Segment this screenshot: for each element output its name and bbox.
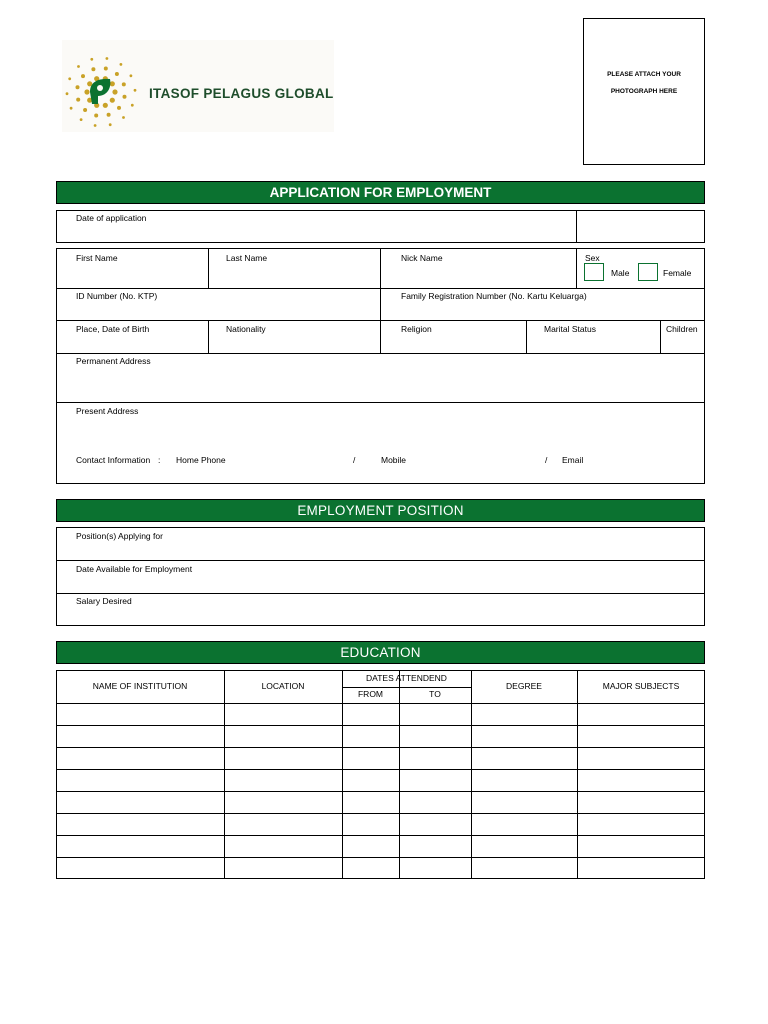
logo-dot	[122, 82, 126, 86]
place-date-of-birth-label: Place, Date of Birth	[76, 324, 150, 334]
education-cell[interactable]	[578, 704, 704, 724]
logo-dot	[131, 104, 134, 107]
col-location-header: LOCATION	[261, 681, 305, 691]
contact-separator: /	[545, 455, 548, 465]
salary-desired-label: Salary Desired	[76, 596, 132, 606]
education-cell[interactable]	[57, 814, 223, 834]
col-institution-header: NAME OF INSTITUTION	[92, 681, 188, 691]
education-cell[interactable]	[578, 836, 704, 856]
contact-colon: :	[158, 455, 161, 465]
photo-placeholder[interactable]	[583, 18, 705, 165]
education-cell[interactable]	[57, 858, 223, 878]
education-cell[interactable]	[400, 836, 470, 856]
photo-instruction-line2: PHOTOGRAPH HERE	[610, 88, 678, 95]
education-table	[56, 670, 705, 879]
female-label: Female	[663, 268, 692, 278]
education-cell[interactable]	[57, 792, 223, 812]
education-cell[interactable]	[578, 858, 704, 878]
marital-status-label: Marital Status	[544, 324, 596, 334]
religion-label: Religion	[401, 324, 432, 334]
photo-instruction-line1: PLEASE ATTACH YOUR	[607, 71, 681, 78]
education-cell[interactable]	[57, 704, 223, 724]
education-cell[interactable]	[225, 748, 341, 768]
logo-dot	[90, 58, 93, 61]
application-title-bar: APPLICATION FOR EMPLOYMENT	[56, 181, 705, 204]
education-cell[interactable]	[225, 704, 341, 724]
male-label: Male	[611, 268, 630, 278]
education-cell[interactable]	[57, 770, 223, 790]
logo-dot	[80, 118, 83, 121]
logo-dot	[66, 92, 69, 95]
logo-dot	[117, 106, 121, 110]
education-cell[interactable]	[225, 836, 341, 856]
date-of-application-field[interactable]	[578, 212, 703, 241]
logo-dot	[76, 98, 80, 102]
logo-dot	[109, 123, 112, 126]
date-available-label: Date Available for Employment	[76, 564, 193, 574]
logo-dot	[107, 113, 111, 117]
education-cell[interactable]	[343, 770, 398, 790]
logo-dot	[115, 72, 119, 76]
logo-dot	[70, 107, 73, 110]
education-cell[interactable]	[225, 814, 341, 834]
education-cell[interactable]	[343, 858, 398, 878]
education-cell[interactable]	[343, 792, 398, 812]
last-name-label: Last Name	[226, 253, 268, 263]
nationality-label: Nationality	[226, 324, 266, 334]
education-cell[interactable]	[578, 726, 704, 746]
col-subjects-header: MAJOR SUBJECTS	[602, 681, 680, 691]
logo-dot	[77, 65, 80, 68]
contact-separator: /	[353, 455, 356, 465]
education-cell[interactable]	[400, 792, 470, 812]
logo-dot	[68, 77, 71, 80]
education-cell[interactable]	[400, 858, 470, 878]
female-checkbox[interactable]	[638, 263, 658, 281]
logo-leaf-center	[97, 85, 103, 91]
sunburst-logo-icon	[62, 40, 142, 132]
education-cell[interactable]	[472, 704, 576, 724]
logo-dot	[76, 85, 80, 89]
education-cell[interactable]	[343, 814, 398, 834]
education-cell[interactable]	[343, 704, 398, 724]
male-checkbox[interactable]	[584, 263, 604, 281]
education-cell[interactable]	[578, 770, 704, 790]
logo-dot	[81, 74, 85, 78]
education-title-bar: EDUCATION	[56, 641, 705, 664]
education-cell[interactable]	[400, 704, 470, 724]
logo-dot	[134, 89, 137, 92]
present-address-label: Present Address	[76, 406, 139, 416]
education-cell[interactable]	[400, 748, 470, 768]
logo-dot	[103, 103, 108, 108]
date-of-application-label: Date of application	[76, 213, 147, 223]
home-phone-label: Home Phone	[176, 455, 226, 465]
education-cell[interactable]	[225, 858, 341, 878]
logo-dot	[91, 67, 95, 71]
logo-dot	[130, 74, 133, 77]
education-grid-lines	[56, 670, 705, 879]
education-cell[interactable]	[472, 836, 576, 856]
logo-dot	[104, 67, 108, 71]
employment-position-block	[56, 527, 705, 626]
logo-dot	[106, 57, 109, 60]
sex-label: Sex	[585, 253, 600, 263]
col-dates-header: DATES ATTENDEND	[366, 673, 447, 683]
education-cell[interactable]	[225, 770, 341, 790]
col-degree-header: DEGREE	[506, 681, 542, 691]
education-cell[interactable]	[225, 726, 341, 746]
logo-dot	[84, 89, 89, 94]
education-cell[interactable]	[343, 726, 398, 746]
education-cell[interactable]	[578, 814, 704, 834]
id-number-label: ID Number (No. KTP)	[76, 291, 158, 301]
education-cell[interactable]	[57, 748, 223, 768]
education-cell[interactable]	[472, 770, 576, 790]
children-label: Children	[666, 324, 698, 334]
employment-position-title-bar: EMPLOYMENT POSITION	[56, 499, 705, 522]
logo-dot	[110, 98, 115, 103]
email-label: Email	[562, 455, 584, 465]
logo-dot	[112, 89, 117, 94]
education-cell[interactable]	[400, 726, 470, 746]
logo-dot	[120, 63, 123, 66]
education-cell[interactable]	[472, 792, 576, 812]
logo-dot	[94, 124, 97, 127]
education-cell[interactable]	[472, 858, 576, 878]
education-cell[interactable]	[343, 836, 398, 856]
logo-leaf	[90, 79, 110, 104]
education-cell[interactable]	[578, 748, 704, 768]
mobile-label: Mobile	[381, 455, 407, 465]
education-cell[interactable]	[57, 726, 223, 746]
logo-dot	[110, 81, 115, 86]
education-cell[interactable]	[400, 770, 470, 790]
company-name: ITASOF PELAGUS GLOBAL	[149, 86, 334, 101]
position-applying-label: Position(s) Applying for	[76, 531, 163, 541]
education-cell[interactable]	[343, 748, 398, 768]
education-cell[interactable]	[578, 792, 704, 812]
permanent-address-label: Permanent Address	[76, 356, 151, 366]
education-cell[interactable]	[400, 814, 470, 834]
logo-dot	[122, 116, 125, 119]
education-cell[interactable]	[472, 814, 576, 834]
nick-name-label: Nick Name	[401, 253, 443, 263]
logo-dot	[83, 108, 87, 112]
logo-dot	[94, 114, 98, 118]
logo-dot	[123, 95, 127, 99]
contact-information-label: Contact Information	[76, 455, 151, 465]
education-cell[interactable]	[225, 792, 341, 812]
education-cell[interactable]	[472, 748, 576, 768]
family-registration-label: Family Registration Number (No. Kartu Keluarga)	[401, 291, 587, 301]
first-name-label: First Name	[76, 253, 118, 263]
col-from-header: FROM	[357, 689, 384, 699]
education-cell[interactable]	[57, 836, 223, 856]
education-cell[interactable]	[472, 726, 576, 746]
col-to-header: TO	[429, 689, 441, 699]
